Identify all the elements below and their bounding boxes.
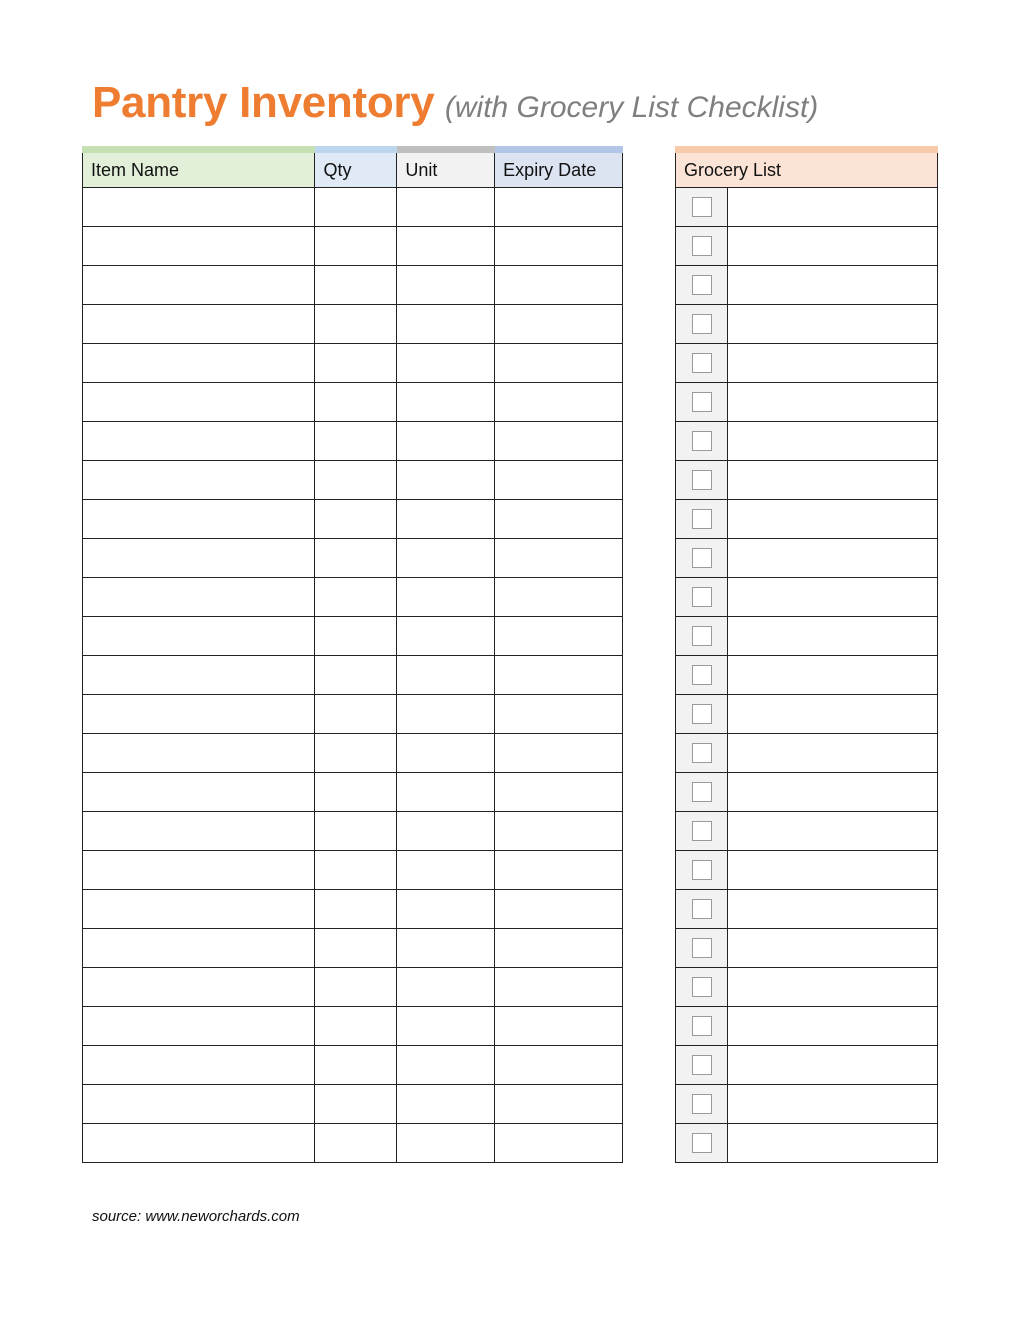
- inventory-row: [83, 617, 623, 656]
- qty-cell[interactable]: [315, 383, 397, 422]
- grocery-item-cell[interactable]: [728, 1007, 938, 1046]
- unit-cell[interactable]: [397, 461, 495, 500]
- checkbox[interactable]: [692, 1055, 712, 1075]
- unit-cell[interactable]: [397, 773, 495, 812]
- grocery-row: [676, 344, 938, 383]
- expiry-date-cell[interactable]: [495, 968, 623, 1007]
- expiry-date-cell[interactable]: [495, 656, 623, 695]
- grocery-item-cell[interactable]: [728, 1085, 938, 1124]
- expiry-date-cell[interactable]: [495, 539, 623, 578]
- grocery-item-cell[interactable]: [728, 890, 938, 929]
- expiry-date-cell[interactable]: [495, 500, 623, 539]
- item-name-cell[interactable]: [83, 1085, 315, 1124]
- item-name-cell[interactable]: [83, 812, 315, 851]
- grocery-item-cell[interactable]: [728, 188, 938, 227]
- inventory-row: [83, 773, 623, 812]
- grocery-item-cell[interactable]: [728, 617, 938, 656]
- checkbox-cell: [676, 383, 728, 422]
- checkbox-cell: [676, 500, 728, 539]
- checkbox[interactable]: [692, 392, 712, 412]
- grocery-row: [676, 851, 938, 890]
- qty-cell[interactable]: [315, 266, 397, 305]
- grocery-row: [676, 578, 938, 617]
- checkbox[interactable]: [692, 938, 712, 958]
- grocery-row: [676, 656, 938, 695]
- checkbox[interactable]: [692, 1016, 712, 1036]
- checkbox-cell: [676, 227, 728, 266]
- checkbox[interactable]: [692, 1133, 712, 1153]
- item-name-cell[interactable]: [83, 929, 315, 968]
- grocery-row: [676, 1046, 938, 1085]
- grocery-item-cell[interactable]: [728, 539, 938, 578]
- checkbox[interactable]: [692, 275, 712, 295]
- checkbox[interactable]: [692, 821, 712, 841]
- qty-cell[interactable]: [315, 1046, 397, 1085]
- item-name-cell[interactable]: [83, 695, 315, 734]
- grocery-item-cell[interactable]: [728, 422, 938, 461]
- checkbox-cell: [676, 344, 728, 383]
- qty-cell[interactable]: [315, 617, 397, 656]
- expiry-date-cell[interactable]: [495, 188, 623, 227]
- grocery-item-cell[interactable]: [728, 734, 938, 773]
- inventory-row: [83, 734, 623, 773]
- grocery-item-cell[interactable]: [728, 695, 938, 734]
- expiry-date-cell[interactable]: [495, 422, 623, 461]
- unit-cell[interactable]: [397, 929, 495, 968]
- grocery-row: [676, 695, 938, 734]
- unit-cell[interactable]: [397, 1046, 495, 1085]
- qty-cell[interactable]: [315, 734, 397, 773]
- inventory-row: [83, 578, 623, 617]
- checkbox-cell: [676, 422, 728, 461]
- item-name-cell[interactable]: [83, 578, 315, 617]
- unit-cell[interactable]: [397, 1007, 495, 1046]
- qty-cell[interactable]: [315, 500, 397, 539]
- checkbox[interactable]: [692, 197, 712, 217]
- qty-cell[interactable]: [315, 656, 397, 695]
- expiry-date-cell[interactable]: [495, 305, 623, 344]
- grocery-item-cell[interactable]: [728, 929, 938, 968]
- item-name-cell[interactable]: [83, 422, 315, 461]
- header-grocery-list: Grocery List: [676, 150, 938, 188]
- checkbox[interactable]: [692, 860, 712, 880]
- expiry-date-cell[interactable]: [495, 812, 623, 851]
- inventory-row: [83, 188, 623, 227]
- checkbox-cell: [676, 1046, 728, 1085]
- unit-cell[interactable]: [397, 968, 495, 1007]
- header-expiry-date: Expiry Date: [495, 150, 623, 188]
- checkbox[interactable]: [692, 704, 712, 724]
- unit-cell[interactable]: [397, 578, 495, 617]
- item-name-cell[interactable]: [83, 227, 315, 266]
- qty-cell[interactable]: [315, 1124, 397, 1163]
- qty-cell[interactable]: [315, 227, 397, 266]
- expiry-date-cell[interactable]: [495, 578, 623, 617]
- grocery-row: [676, 617, 938, 656]
- item-name-cell[interactable]: [83, 305, 315, 344]
- expiry-date-cell[interactable]: [495, 1124, 623, 1163]
- inventory-row: [83, 266, 623, 305]
- checkbox[interactable]: [692, 1094, 712, 1114]
- checkbox-cell: [676, 1007, 728, 1046]
- qty-cell[interactable]: [315, 422, 397, 461]
- inventory-row: [83, 1046, 623, 1085]
- inventory-row: [83, 656, 623, 695]
- inventory-row: [83, 812, 623, 851]
- grocery-row: [676, 929, 938, 968]
- inventory-row: [83, 422, 623, 461]
- checkbox[interactable]: [692, 977, 712, 997]
- grocery-item-cell[interactable]: [728, 851, 938, 890]
- grocery-row: [676, 188, 938, 227]
- grocery-item-cell[interactable]: [728, 500, 938, 539]
- grocery-row: [676, 734, 938, 773]
- expiry-date-cell[interactable]: [495, 929, 623, 968]
- grocery-row: [676, 266, 938, 305]
- grocery-item-cell[interactable]: [728, 1046, 938, 1085]
- grocery-row: [676, 305, 938, 344]
- unit-cell[interactable]: [397, 695, 495, 734]
- inventory-row: [83, 344, 623, 383]
- inventory-table: [82, 146, 623, 1163]
- unit-cell[interactable]: [397, 617, 495, 656]
- grocery-row: [676, 773, 938, 812]
- unit-cell[interactable]: [397, 266, 495, 305]
- expiry-date-cell[interactable]: [495, 734, 623, 773]
- grocery-row: [676, 422, 938, 461]
- grocery-item-cell[interactable]: [728, 461, 938, 500]
- inventory-row: [83, 383, 623, 422]
- inventory-row: [83, 968, 623, 1007]
- unit-cell[interactable]: [397, 383, 495, 422]
- page-title: [92, 78, 818, 128]
- item-name-cell[interactable]: [83, 461, 315, 500]
- grocery-item-cell[interactable]: [728, 305, 938, 344]
- expiry-date-cell[interactable]: [495, 461, 623, 500]
- item-name-cell[interactable]: [83, 656, 315, 695]
- checkbox-cell: [676, 266, 728, 305]
- grocery-item-cell[interactable]: [728, 344, 938, 383]
- unit-cell[interactable]: [397, 1085, 495, 1124]
- inventory-row: [83, 1124, 623, 1163]
- checkbox-cell: [676, 461, 728, 500]
- unit-cell[interactable]: [397, 344, 495, 383]
- unit-cell[interactable]: [397, 305, 495, 344]
- checkbox-cell: [676, 695, 728, 734]
- checkbox[interactable]: [692, 743, 712, 763]
- checkbox-cell: [676, 539, 728, 578]
- header-qty: Qty: [315, 150, 397, 188]
- inventory-row: [83, 539, 623, 578]
- item-name-cell[interactable]: [83, 773, 315, 812]
- checkbox[interactable]: [692, 587, 712, 607]
- qty-cell[interactable]: [315, 1085, 397, 1124]
- grocery-row: [676, 1085, 938, 1124]
- expiry-date-cell[interactable]: [495, 383, 623, 422]
- grocery-table: [675, 146, 938, 1163]
- item-name-cell[interactable]: [83, 539, 315, 578]
- grocery-item-cell[interactable]: [728, 266, 938, 305]
- qty-cell[interactable]: [315, 773, 397, 812]
- item-name-cell[interactable]: [83, 188, 315, 227]
- checkbox-cell: [676, 890, 728, 929]
- grocery-row: [676, 461, 938, 500]
- qty-cell[interactable]: [315, 305, 397, 344]
- title-main: Pantry Inventory: [92, 78, 435, 127]
- checkbox-cell: [676, 812, 728, 851]
- grocery-item-cell[interactable]: [728, 383, 938, 422]
- inventory-row: [83, 305, 623, 344]
- grocery-item-cell[interactable]: [728, 227, 938, 266]
- inventory-row: [83, 1085, 623, 1124]
- checkbox[interactable]: [692, 470, 712, 490]
- expiry-date-cell[interactable]: [495, 1085, 623, 1124]
- grocery-item-cell[interactable]: [728, 1124, 938, 1163]
- unit-cell[interactable]: [397, 812, 495, 851]
- item-name-cell[interactable]: [83, 344, 315, 383]
- unit-cell[interactable]: [397, 890, 495, 929]
- qty-cell[interactable]: [315, 968, 397, 1007]
- unit-cell[interactable]: [397, 227, 495, 266]
- checkbox-cell: [676, 929, 728, 968]
- checkbox-cell: [676, 851, 728, 890]
- item-name-cell[interactable]: [83, 734, 315, 773]
- qty-cell[interactable]: [315, 812, 397, 851]
- expiry-date-cell[interactable]: [495, 851, 623, 890]
- checkbox-cell: [676, 1124, 728, 1163]
- item-name-cell[interactable]: [83, 500, 315, 539]
- qty-cell[interactable]: [315, 695, 397, 734]
- qty-cell[interactable]: [315, 461, 397, 500]
- expiry-date-cell[interactable]: [495, 266, 623, 305]
- unit-cell[interactable]: [397, 188, 495, 227]
- expiry-date-cell[interactable]: [495, 617, 623, 656]
- grocery-item-cell[interactable]: [728, 812, 938, 851]
- unit-cell[interactable]: [397, 656, 495, 695]
- grocery-row: [676, 383, 938, 422]
- checkbox-cell: [676, 617, 728, 656]
- item-name-cell[interactable]: [83, 266, 315, 305]
- checkbox[interactable]: [692, 509, 712, 529]
- expiry-date-cell[interactable]: [495, 695, 623, 734]
- checkbox[interactable]: [692, 548, 712, 568]
- expiry-date-cell[interactable]: [495, 1007, 623, 1046]
- inventory-row: [83, 695, 623, 734]
- checkbox-cell: [676, 578, 728, 617]
- grocery-item-cell[interactable]: [728, 773, 938, 812]
- qty-cell[interactable]: [315, 929, 397, 968]
- inventory-row: [83, 929, 623, 968]
- grocery-item-cell[interactable]: [728, 656, 938, 695]
- checkbox[interactable]: [692, 353, 712, 373]
- item-name-cell[interactable]: [83, 1124, 315, 1163]
- checkbox[interactable]: [692, 314, 712, 334]
- checkbox-cell: [676, 968, 728, 1007]
- checkbox-cell: [676, 1085, 728, 1124]
- grocery-row: [676, 539, 938, 578]
- item-name-cell[interactable]: [83, 851, 315, 890]
- grocery-row: [676, 1007, 938, 1046]
- checkbox[interactable]: [692, 665, 712, 685]
- header-unit: Unit: [397, 150, 495, 188]
- grocery-row: [676, 968, 938, 1007]
- item-name-cell[interactable]: [83, 617, 315, 656]
- unit-cell[interactable]: [397, 539, 495, 578]
- qty-cell[interactable]: [315, 890, 397, 929]
- grocery-row: [676, 1124, 938, 1163]
- expiry-date-cell[interactable]: [495, 773, 623, 812]
- item-name-cell[interactable]: [83, 968, 315, 1007]
- checkbox[interactable]: [692, 431, 712, 451]
- header-item-name: Item Name: [83, 150, 315, 188]
- qty-cell[interactable]: [315, 578, 397, 617]
- title-subtitle: (with Grocery List Checklist): [444, 91, 819, 124]
- checkbox-cell: [676, 656, 728, 695]
- inventory-row: [83, 227, 623, 266]
- inventory-header-row: [83, 150, 623, 188]
- qty-cell[interactable]: [315, 188, 397, 227]
- inventory-row: [83, 500, 623, 539]
- grocery-header-row: [676, 150, 938, 188]
- grocery-row: [676, 812, 938, 851]
- unit-cell[interactable]: [397, 422, 495, 461]
- grocery-row: [676, 500, 938, 539]
- grocery-row: [676, 890, 938, 929]
- inventory-row: [83, 1007, 623, 1046]
- expiry-date-cell[interactable]: [495, 344, 623, 383]
- inventory-row: [83, 851, 623, 890]
- qty-cell[interactable]: [315, 1007, 397, 1046]
- checkbox-cell: [676, 773, 728, 812]
- checkbox[interactable]: [692, 626, 712, 646]
- checkbox-cell: [676, 734, 728, 773]
- expiry-date-cell[interactable]: [495, 1046, 623, 1085]
- source-note: source: www.neworchards.com: [92, 1208, 300, 1225]
- inventory-row: [83, 890, 623, 929]
- checkbox-cell: [676, 188, 728, 227]
- checkbox[interactable]: [692, 899, 712, 919]
- item-name-cell[interactable]: [83, 1046, 315, 1085]
- checkbox[interactable]: [692, 236, 712, 256]
- item-name-cell[interactable]: [83, 383, 315, 422]
- checkbox[interactable]: [692, 782, 712, 802]
- qty-cell[interactable]: [315, 344, 397, 383]
- qty-cell[interactable]: [315, 539, 397, 578]
- qty-cell[interactable]: [315, 851, 397, 890]
- checkbox-cell: [676, 305, 728, 344]
- grocery-item-cell[interactable]: [728, 578, 938, 617]
- item-name-cell[interactable]: [83, 890, 315, 929]
- unit-cell[interactable]: [397, 1124, 495, 1163]
- expiry-date-cell[interactable]: [495, 890, 623, 929]
- expiry-date-cell[interactable]: [495, 227, 623, 266]
- grocery-row: [676, 227, 938, 266]
- unit-cell[interactable]: [397, 851, 495, 890]
- unit-cell[interactable]: [397, 500, 495, 539]
- item-name-cell[interactable]: [83, 1007, 315, 1046]
- grocery-item-cell[interactable]: [728, 968, 938, 1007]
- unit-cell[interactable]: [397, 734, 495, 773]
- inventory-row: [83, 461, 623, 500]
